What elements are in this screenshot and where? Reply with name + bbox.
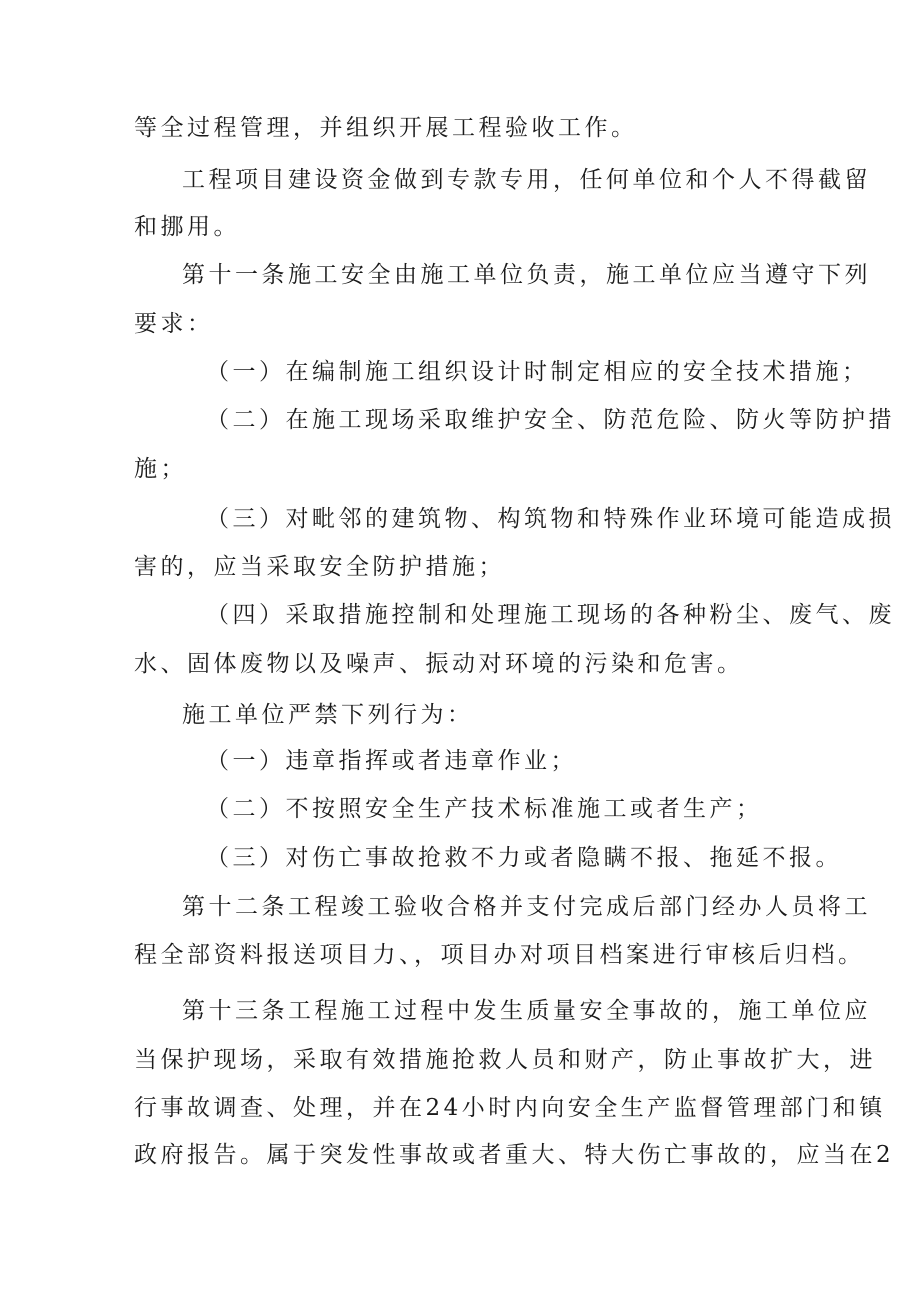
- text-line: （三）对毗邻的建筑物、构筑物和特殊作业环境可能造成损: [206, 506, 895, 532]
- text-line: 等全过程管理，并组织开展工程验收工作。: [134, 115, 638, 141]
- text-line: 和挪用。: [134, 214, 240, 240]
- text-line: 第十一条施工安全由施工单位负责，施工单位应当遵守下列: [182, 262, 871, 288]
- text-line: 行事故调查、处理，并在24小时内向安全生产监督管理部门和镇: [134, 1095, 886, 1121]
- text-line: 政府报告。属于突发性事故或者重大、特大伤亡事故的，应当在2: [134, 1142, 895, 1168]
- text-line: 程全部资料报送项目力、，项目办对项目档案进行审核后归档。: [134, 942, 865, 968]
- text-line: 第十三条工程施工过程中发生质量安全事故的，施工单位应: [182, 998, 871, 1024]
- text-line: （二）不按照安全生产技术标准施工或者生产；: [206, 796, 763, 822]
- text-line: 工程项目建设资金做到专款专用，任何单位和个人不得截留: [182, 167, 871, 193]
- text-line: （二）在施工现场采取维护安全、防范危险、防火等防护措: [206, 407, 895, 433]
- text-line: 要求：: [134, 311, 214, 337]
- text-line: （一）在编制施工组织设计时制定相应的安全技术措施；: [206, 359, 869, 385]
- text-line: 施工单位严禁下列行为：: [182, 702, 474, 728]
- text-line: （四）采取措施控制和处理施工现场的各种粉尘、废气、废: [206, 602, 895, 628]
- text-line: （三）对伤亡事故抢救不力或者隐瞒不报、拖延不报。: [206, 845, 842, 871]
- text-line: （一）违章指挥或者违章作业；: [206, 748, 577, 774]
- text-line: 当保护现场，采取有效措施抢救人员和财产，防止事故扩大，进: [134, 1047, 876, 1073]
- text-line: 施；: [134, 456, 187, 482]
- text-line: 水、固体废物以及噪声、振动对环境的污染和危害。: [134, 651, 744, 677]
- text-line: 害的，应当采取安全防护措施；: [134, 554, 505, 580]
- text-line: 第十二条工程竣工验收合格并支付完成后部门经办人员将工: [182, 894, 871, 920]
